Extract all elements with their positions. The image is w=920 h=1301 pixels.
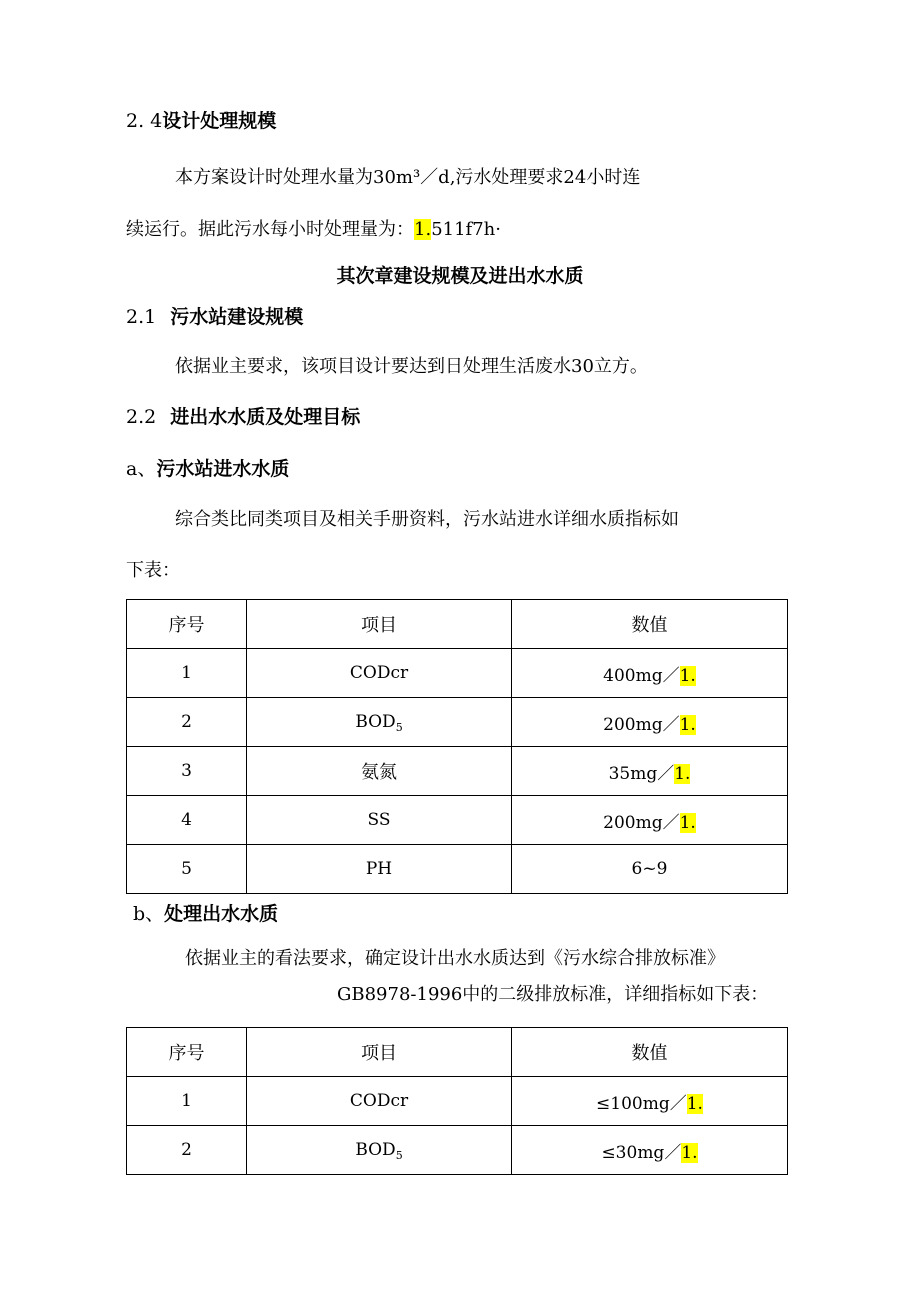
row-number: 2: [127, 1126, 247, 1175]
text-span: 511f7h·: [431, 219, 501, 240]
section-number: 2.2: [126, 406, 157, 428]
highlight: 1.: [686, 1093, 703, 1114]
value-cell: [512, 649, 788, 698]
section-number: 2. 4: [126, 110, 163, 132]
table-row: [127, 845, 788, 894]
item-cell: [247, 747, 512, 796]
section-title: 进出水水质及处理目标: [170, 406, 361, 428]
subscript: 5: [395, 1149, 403, 1162]
item-text: PH: [365, 859, 393, 879]
row-number: 1: [127, 1077, 247, 1126]
paragraph-line: 综合类比同类项目及相关手册资料，污水站进水详细水质指标如: [175, 509, 679, 530]
subsection-letter: b、: [133, 903, 165, 925]
section-title: 污水站建设规模: [170, 306, 304, 328]
header-cell: 数值: [512, 600, 788, 649]
item-cell: [247, 649, 512, 698]
row-number: 5: [127, 845, 247, 894]
subsection-letter: a、: [126, 458, 157, 480]
value-text: ≤30mg／: [601, 1142, 682, 1163]
value-text: 6~9: [631, 859, 668, 879]
table-row: [127, 1126, 788, 1175]
table-row: [127, 649, 788, 698]
table-row: [127, 747, 788, 796]
row-number: 3: [127, 747, 247, 796]
item-text: CODcr: [349, 663, 409, 683]
section-2-1-heading: [126, 302, 303, 329]
paragraph-line: 依据业主要求，该项目设计要达到日处理生活废水30立方。: [175, 356, 648, 377]
highlight: 1.: [679, 812, 696, 833]
subscript: 5: [395, 721, 403, 734]
value-cell: [512, 796, 788, 845]
value-cell: [512, 1077, 788, 1126]
paragraph-line: 依据业主的看法要求，确定设计出水水质达到《污水综合排放标准》: [185, 948, 725, 969]
value-text: ≤100mg／: [596, 1093, 687, 1114]
table-row: [127, 1077, 788, 1126]
header-cell: 项目: [247, 1028, 512, 1077]
subsection-a-heading: [126, 454, 289, 481]
table-row: [127, 796, 788, 845]
item-cell: [247, 796, 512, 845]
subsection-title: 处理出水水质: [164, 903, 279, 925]
table-header-row: [127, 600, 788, 649]
table-row: [127, 698, 788, 747]
highlight: 1.: [679, 714, 696, 735]
row-number: 2: [127, 698, 247, 747]
header-cell: 数值: [512, 1028, 788, 1077]
paragraph-line: [126, 215, 501, 241]
item-text: 氨氮: [361, 762, 397, 783]
value-text: 35mg／: [608, 763, 675, 784]
highlight: 1.: [674, 763, 691, 784]
subsection-b-heading: [133, 899, 278, 926]
subsection-title: 污水站进水水质: [156, 458, 290, 480]
value-text: 200mg／: [603, 714, 680, 735]
row-number: 1: [127, 649, 247, 698]
highlight: 1.: [679, 665, 696, 686]
item-cell: [247, 1126, 512, 1175]
table-header-row: [127, 1028, 788, 1077]
item-text: BOD: [355, 712, 396, 732]
item-cell: [247, 698, 512, 747]
influent-quality-table: [126, 599, 788, 894]
item-text: BOD: [355, 1140, 396, 1160]
value-text: 400mg／: [603, 665, 680, 686]
item-text: CODcr: [349, 1091, 409, 1111]
section-title: 设计处理规模: [162, 110, 277, 132]
header-cell: 序号: [127, 1028, 247, 1077]
item-cell: [247, 1077, 512, 1126]
header-cell: 序号: [127, 600, 247, 649]
paragraph-line: 本方案设计时处理水量为30m³／d,污水处理要求24小时连: [175, 167, 641, 188]
section-number: 2.1: [126, 306, 157, 328]
section-2-2-heading: [126, 402, 360, 429]
value-text: 200mg／: [603, 812, 680, 833]
effluent-quality-table: [126, 1027, 788, 1175]
value-cell: [512, 747, 788, 796]
item-cell: [247, 845, 512, 894]
highlight: 1.: [681, 1142, 698, 1163]
value-cell: [512, 1126, 788, 1175]
paragraph-line: 下表：: [126, 560, 180, 581]
row-number: 4: [127, 796, 247, 845]
text-span: 续运行。据此污水每小时处理量为：: [126, 219, 414, 240]
value-cell: [512, 845, 788, 894]
chapter-title: 其次章建设规模及进出水水质: [336, 265, 584, 287]
section-2-4-heading: [126, 106, 276, 133]
highlight: 1.: [414, 219, 432, 240]
paragraph-line: GB8978-1996中的二级排放标准，详细指标如下表：: [337, 984, 769, 1005]
value-cell: [512, 698, 788, 747]
header-cell: 项目: [247, 600, 512, 649]
item-text: SS: [367, 810, 391, 830]
